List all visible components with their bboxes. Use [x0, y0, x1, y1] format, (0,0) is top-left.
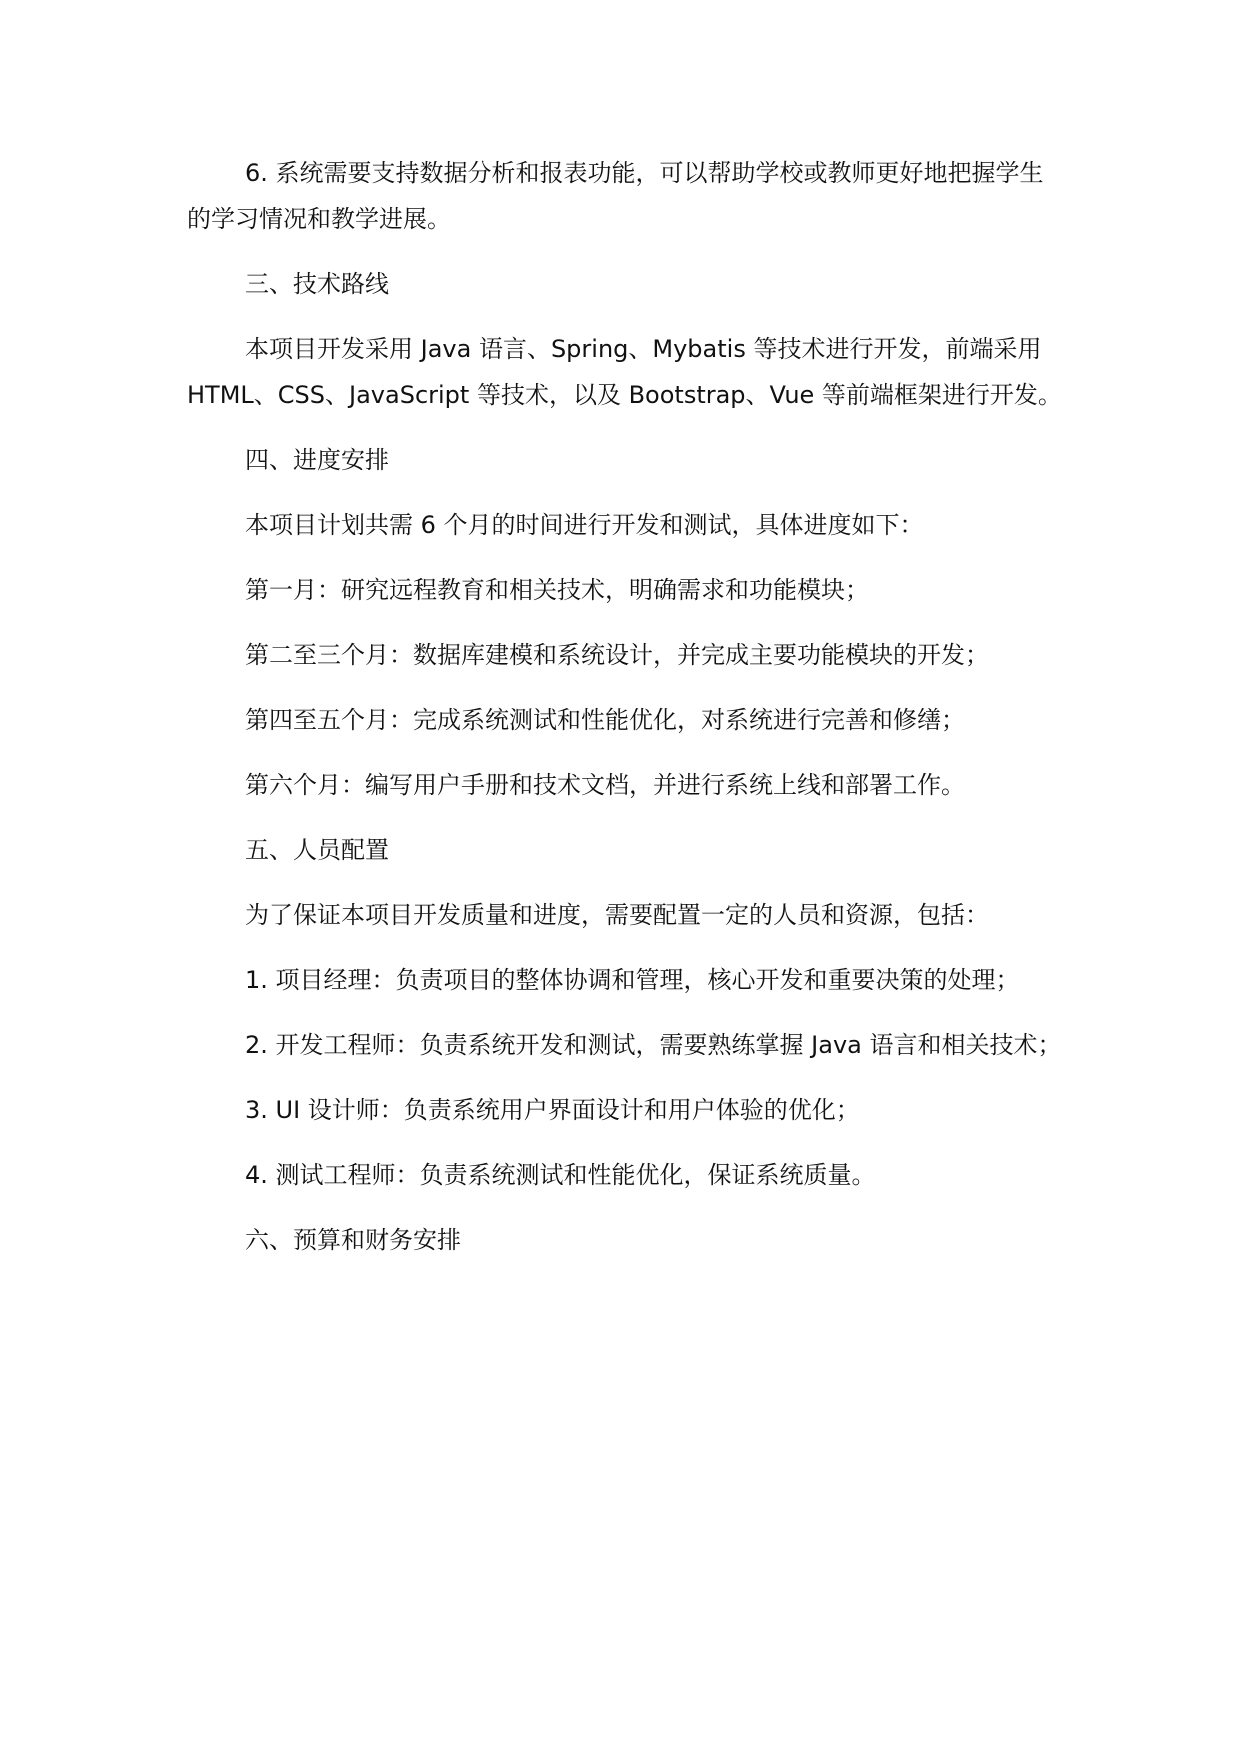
section-heading-schedule: 四、进度安排: [245, 446, 389, 474]
document-body: [187, 150, 1067, 1282]
section-heading-budget: 六、预算和财务安排: [245, 1226, 461, 1254]
staff-ui-designer: 3. UI 设计师：负责系统用户界面设计和用户体验的优化；: [245, 1096, 860, 1124]
staff-developer: 2. 开发工程师：负责系统开发和测试，需要熟练掌握 Java 语言和相关技术；: [245, 1031, 1062, 1059]
staff-project-manager: 1. 项目经理：负责项目的整体协调和管理，核心开发和重要决策的处理；: [245, 966, 1020, 994]
schedule-month-2-3: 第二至三个月：数据库建模和系统设计，并完成主要功能模块的开发；: [245, 641, 989, 669]
schedule-month-6: 第六个月：编写用户手册和技术文档，并进行系统上线和部署工作。: [245, 771, 965, 799]
schedule-month-4-5: 第四至五个月：完成系统测试和性能优化，对系统进行完善和修缮；: [245, 706, 965, 734]
technical-route-paragraph: 本项目开发采用 Java 语言、Spring、Mybatis 等技术进行开发，前端采用 HTML、CSS、JavaScript 等技术，以及 Bootstrap、Vue 等前端框架进行开发。: [187, 335, 1062, 409]
section-heading-technical-route: 三、技术路线: [245, 270, 389, 298]
schedule-month-1: 第一月：研究远程教育和相关技术，明确需求和功能模块；: [245, 576, 869, 604]
schedule-intro: 本项目计划共需 6 个月的时间进行开发和测试，具体进度如下：: [245, 511, 924, 539]
requirement-item-6: 6. 系统需要支持数据分析和报表功能，可以帮助学校或教师更好地把握学生的学习情况和教学进展。: [187, 159, 1044, 233]
section-heading-staffing: 五、人员配置: [245, 836, 389, 864]
staffing-intro: 为了保证本项目开发质量和进度，需要配置一定的人员和资源，包括：: [245, 901, 989, 929]
staff-tester: 4. 测试工程师：负责系统测试和性能优化，保证系统质量。: [245, 1161, 876, 1189]
